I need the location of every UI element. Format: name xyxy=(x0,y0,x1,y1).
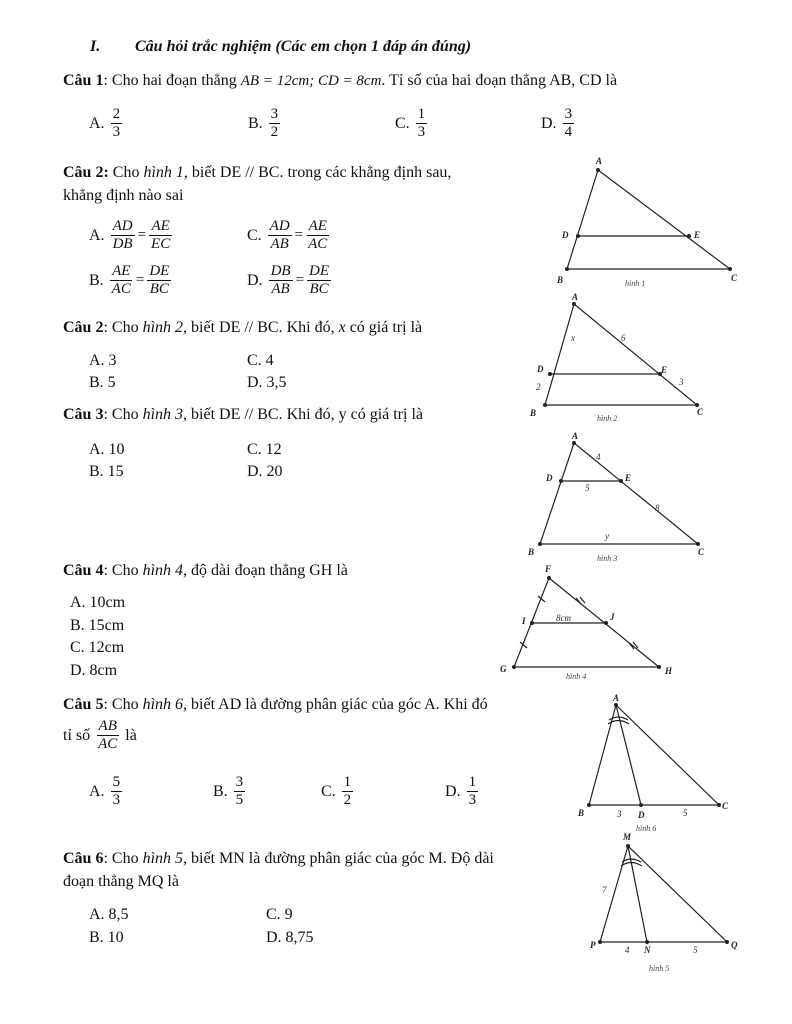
fig4-label-j: J xyxy=(610,612,615,622)
q3-label: Câu 3 xyxy=(63,406,104,423)
q2b-text-a: : Cho xyxy=(103,319,143,336)
fig1-label-e: E xyxy=(694,230,701,240)
fig6-caption: hình 6 xyxy=(636,824,657,833)
fig3-y: y xyxy=(605,531,609,541)
q3-option-a[interactable]: A. 10 xyxy=(89,441,125,458)
q3-figure-ref: hình 3 xyxy=(142,406,184,423)
option-label: B. xyxy=(248,114,263,132)
q2b-option-b[interactable]: B. 5 xyxy=(89,374,116,391)
option-label: D. xyxy=(445,782,461,800)
denominator: AB xyxy=(271,281,290,297)
fig3-five: 5 xyxy=(585,483,590,493)
numerator: 3 xyxy=(235,774,244,790)
q4-label: Câu 4 xyxy=(63,562,104,579)
q6-option-b[interactable]: B. 10 xyxy=(89,929,124,946)
numerator: AE xyxy=(151,218,170,234)
q6-option-a[interactable]: A. 8,5 xyxy=(89,906,129,923)
denominator: AB xyxy=(270,236,289,252)
fig5-caption: hình 5 xyxy=(649,964,670,973)
numerator: AB xyxy=(98,718,117,734)
numerator: 3 xyxy=(564,106,573,122)
q6-figure-ref: hình 5 xyxy=(142,850,184,867)
option-label: D. xyxy=(541,114,557,132)
fig1-label-c: C xyxy=(731,273,738,283)
q5-text-b: , biết AD là đường phân giác của góc A. Khi đó xyxy=(183,696,488,713)
fig5-label-q: Q xyxy=(731,940,738,950)
q1-text-b: . Tỉ số của hai đoạn thẳng AB, CD là xyxy=(381,72,618,89)
denominator: 3 xyxy=(112,792,121,808)
triangle-abc xyxy=(567,170,730,269)
q2a-option-c[interactable]: C. $\frac{AD}{AB}$ = $\frac{AE}{AC}$ xyxy=(247,218,328,252)
q2a-option-b[interactable]: B. $\frac{AE}{AC}$ = $\frac{DE}{BC}$ xyxy=(89,263,170,297)
numerator: AD xyxy=(269,218,290,234)
fig5-pn: 4 xyxy=(625,945,630,955)
fig2-x: x xyxy=(571,333,575,343)
fig4-caption: hình 4 xyxy=(566,672,587,681)
q6-text-a: : Cho xyxy=(103,850,143,867)
figure-hinh-4 xyxy=(514,578,659,667)
numerator: 1 xyxy=(417,106,426,122)
q6-option-c[interactable]: C. 9 xyxy=(266,906,293,923)
fig4-label-h: H xyxy=(665,666,673,676)
fig2-label-b: B xyxy=(530,408,537,418)
q5-label: Câu 5 xyxy=(63,696,104,713)
option-label: D. xyxy=(247,271,263,289)
fig2-three: 3 xyxy=(679,377,684,387)
fig2-label-d: D xyxy=(537,364,544,374)
fig3-four: 4 xyxy=(596,452,601,462)
q1-text-a: : Cho hai đoạn thẳng xyxy=(103,72,241,89)
denominator: 2 xyxy=(270,124,279,140)
option-label: A. xyxy=(89,782,105,800)
option-label: C. xyxy=(395,114,410,132)
fig2-label-c: C xyxy=(697,407,704,417)
fig1-label-b: B xyxy=(557,275,564,285)
q6-label: Câu 6 xyxy=(63,850,104,867)
q2a-line2: khẳng định nào sai xyxy=(63,187,184,204)
denominator: 4 xyxy=(564,124,573,140)
q5-text-a: : Cho xyxy=(103,696,143,713)
fig6-dc: 5 xyxy=(683,808,688,818)
option-label: B. xyxy=(213,782,228,800)
fig3-label-d: D xyxy=(546,473,553,483)
q2a-option-d[interactable]: D. $\frac{DB}{AB}$ = $\frac{DE}{BC}$ xyxy=(247,263,330,297)
option-label: C. xyxy=(321,782,336,800)
q2b-text-b: , biết DE // BC. Khi đó, xyxy=(183,319,339,336)
fig2-label-a: A xyxy=(572,292,579,302)
q4-option-a[interactable]: A. 10cm xyxy=(70,594,126,611)
fig1-caption: hình 1 xyxy=(625,279,646,288)
q2a-text-b: , biết DE // BC. trong các khẳng định sau, xyxy=(183,164,452,181)
fig4-label-g: G xyxy=(500,664,507,674)
q3-option-d[interactable]: D. 20 xyxy=(247,463,283,480)
figure-hinh-5 xyxy=(600,846,727,942)
option-label: B. xyxy=(89,271,104,289)
q1-label: Câu 1 xyxy=(63,72,104,89)
fig3-label-e: E xyxy=(625,473,632,483)
q2a-label: Câu 2: xyxy=(63,164,109,181)
q6-text-b: , biết MN là đường phân giác của góc M. Độ dài xyxy=(183,850,494,867)
denominator: DB xyxy=(112,236,133,252)
fig2-two: 2 xyxy=(536,382,541,392)
fig2-label-e: E xyxy=(661,365,668,375)
q6-option-d[interactable]: D. 8,75 xyxy=(266,929,314,946)
triangle-abc xyxy=(545,304,697,405)
q2b-option-c[interactable]: C. 4 xyxy=(247,352,274,369)
q3-text-a: : Cho xyxy=(103,406,143,423)
denominator: BC xyxy=(309,281,329,297)
q2b-option-a[interactable]: A. 3 xyxy=(89,352,117,369)
q4-text-b: , độ dài đoạn thẳng GH là xyxy=(183,562,348,579)
denominator: AC xyxy=(308,236,328,252)
q2b-figure-ref: hình 2 xyxy=(142,319,184,336)
q2a-text-a: Cho xyxy=(108,164,144,181)
denominator: EC xyxy=(151,236,171,252)
numerator: DB xyxy=(270,263,291,279)
numerator: AE xyxy=(308,218,327,234)
numerator: 3 xyxy=(270,106,279,122)
fig3-label-c: C xyxy=(698,547,705,557)
q2b-option-d[interactable]: D. 3,5 xyxy=(247,374,287,391)
fig5-label-m: M xyxy=(623,832,632,842)
numerator: 1 xyxy=(468,774,477,790)
numerator: 5 xyxy=(112,774,121,790)
fig6-label-d: D xyxy=(638,810,645,820)
option-label: C. xyxy=(247,226,262,244)
q2b-variable: x xyxy=(338,319,346,336)
q6-line2: đoạn thẳng MQ là xyxy=(63,873,179,890)
q3-text-b: , biết DE // BC. Khi đó, y có giá trị là xyxy=(183,406,423,423)
fig6-label-a: A xyxy=(613,693,620,703)
triangle-abc xyxy=(540,443,698,544)
option-label: A. xyxy=(89,114,105,132)
numerator: 1 xyxy=(343,774,352,790)
q2a-option-a[interactable]: A. $\frac{AD}{DB}$ = $\frac{AE}{EC}$ xyxy=(89,218,171,252)
numerator: AD xyxy=(112,218,133,234)
fig3-label-b: B xyxy=(528,547,535,557)
denominator: 5 xyxy=(235,792,244,808)
denominator: 3 xyxy=(417,124,426,140)
fig5-mp: 7 xyxy=(602,885,607,895)
fig2-caption: hình 2 xyxy=(597,414,618,423)
fig2-six: 6 xyxy=(621,333,626,343)
q3-option-c[interactable]: C. 12 xyxy=(247,441,282,458)
fig1-label-a: A xyxy=(596,156,603,166)
fig4-ij-length: 8cm xyxy=(556,613,571,623)
denominator: BC xyxy=(149,281,169,297)
section-number: I. xyxy=(90,38,101,55)
fig4-label-f: F xyxy=(545,564,552,574)
figure-hinh-1 xyxy=(567,170,730,269)
q2b-text-c: có giá trị là xyxy=(345,319,423,336)
option-label: A. xyxy=(89,226,105,244)
section-title: Câu hỏi trắc nghiệm (Các em chọn 1 đáp án đúng) xyxy=(135,38,472,55)
denominator: 3 xyxy=(468,792,477,808)
q4-option-b[interactable]: B. 15cm xyxy=(70,617,125,634)
denominator: 3 xyxy=(112,124,121,140)
ratio-suffix: là xyxy=(125,726,137,744)
figure-hinh-2 xyxy=(545,304,697,405)
numerator: 2 xyxy=(112,106,121,122)
fig5-label-p: P xyxy=(590,940,596,950)
fig3-caption: hình 3 xyxy=(597,554,618,563)
figure-hinh-6 xyxy=(589,705,719,805)
q2a-figure-ref: hình 1 xyxy=(143,164,184,181)
fig4-label-i: I xyxy=(522,616,526,626)
fig5-label-n: N xyxy=(644,945,651,955)
q3-option-b[interactable]: B. 15 xyxy=(89,463,124,480)
q4-text-a: : Cho xyxy=(103,562,143,579)
q4-figure-ref: hình 4 xyxy=(142,562,184,579)
numerator: DE xyxy=(149,263,170,279)
q1-formula: AB = 12cm; CD = 8cm xyxy=(240,73,382,89)
fig3-label-a: A xyxy=(572,431,579,441)
denominator: AC xyxy=(98,736,118,752)
fig5-nq: 5 xyxy=(693,945,698,955)
triangle-mpq xyxy=(600,846,727,942)
denominator: 2 xyxy=(343,792,352,808)
q5-figure-ref: hình 6 xyxy=(142,696,184,713)
fig6-bd: 3 xyxy=(617,809,622,819)
fig6-label-b: B xyxy=(578,808,585,818)
fig6-label-c: C xyxy=(722,801,729,811)
fig3-eight: 8 xyxy=(655,503,660,513)
fig1-label-d: D xyxy=(562,230,569,240)
ratio-prefix: tỉ số xyxy=(63,726,91,744)
triangle-abc xyxy=(589,705,719,805)
denominator: AC xyxy=(111,281,131,297)
numerator: AE xyxy=(112,263,131,279)
q4-option-c[interactable]: C. 12cm xyxy=(70,639,125,656)
q2b-label: Câu 2 xyxy=(63,319,104,336)
numerator: DE xyxy=(309,263,330,279)
q4-option-d[interactable]: D. 8cm xyxy=(70,662,118,679)
figure-hinh-3 xyxy=(540,443,698,544)
tick-mark xyxy=(580,597,585,603)
